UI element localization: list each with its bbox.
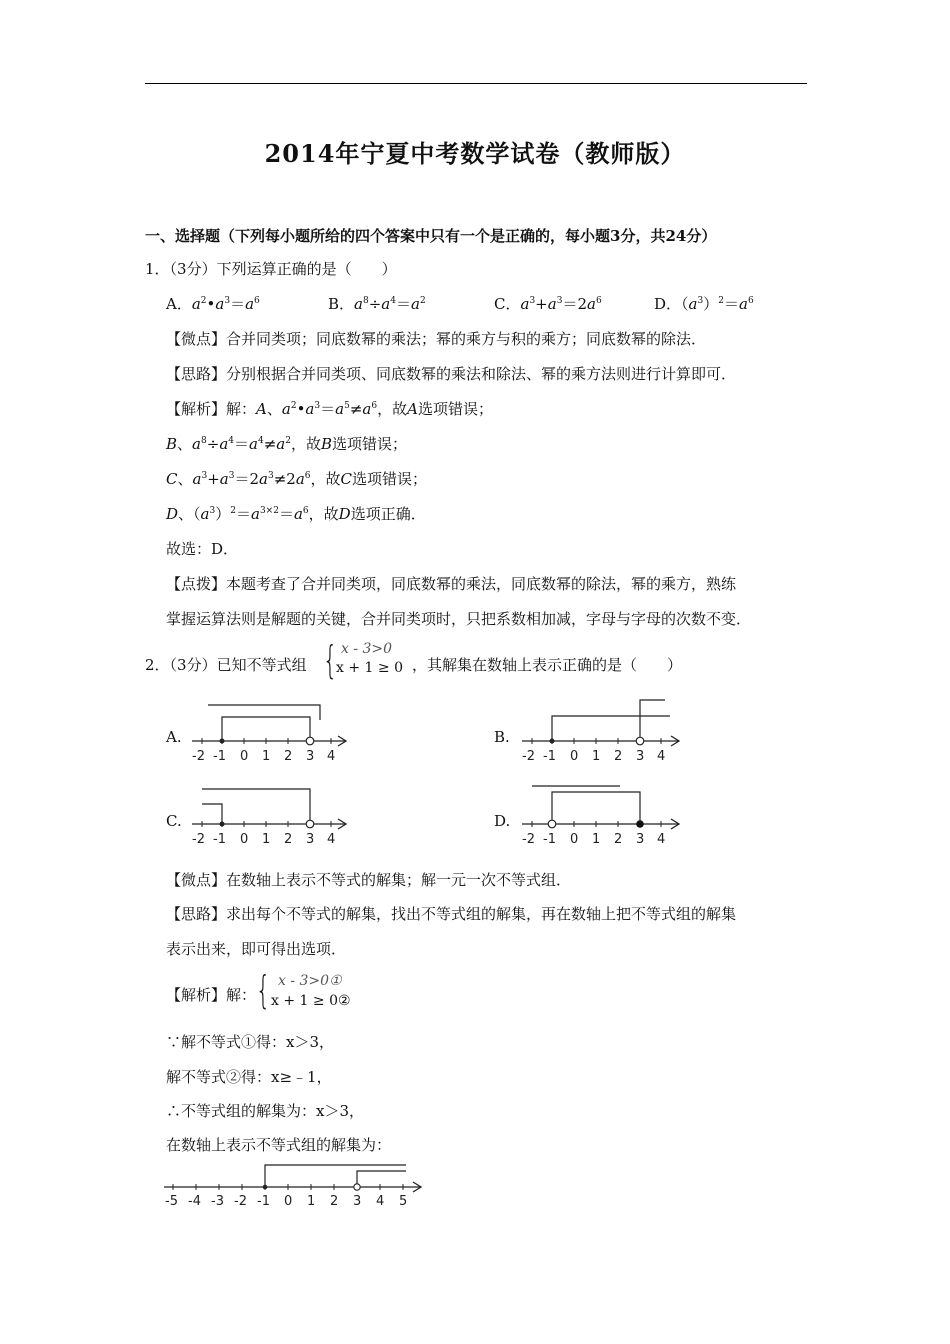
q2-option-b-number-line — [520, 694, 690, 768]
tick-labels — [522, 832, 665, 847]
q2-ineq2: x + 1 ≥ 0 — [336, 660, 403, 676]
q2-step3: ∴不等式组的解集为：x＞3， — [166, 1102, 365, 1120]
tick-label: -1 — [213, 832, 226, 847]
tick-label: 4 — [327, 832, 336, 847]
solution-segment — [222, 717, 310, 741]
q1-conclusion: 故选：D． — [166, 540, 239, 558]
q1-option-c-label: C． — [494, 295, 521, 313]
q2-analysis-ineq1: x - 3>0① — [278, 973, 342, 989]
tick-label: 0 — [284, 1194, 293, 1209]
q1-option-c: C．$a^3+a^3=2a^6$ — [494, 295, 602, 313]
solution-ray-left — [202, 804, 222, 824]
tick-label: 4 — [657, 832, 666, 847]
q1-analysis-b: B、$a^8\div a^4=a^4\ne a^2$，故B选项错误； — [166, 435, 408, 453]
q1-analysis-a: 【解析】解：A、$a^2•a^3=a^5\ne a^6$，故A选项错误； — [166, 400, 493, 418]
tick-label: 0 — [570, 832, 579, 847]
tick-label: 0 — [240, 749, 249, 764]
tick-label: -1 — [543, 832, 556, 847]
q2-option-d-label: D. — [494, 812, 511, 830]
tick-label: 1 — [592, 832, 601, 847]
tick-label: -5 — [165, 1194, 178, 1209]
q1-option-b-label: B． — [328, 295, 355, 313]
tick-label: 4 — [327, 749, 336, 764]
q1-analysis-c: C、$a^3+a^3=2a^3\ne 2a^6$，故C选项错误； — [166, 470, 428, 488]
q1-silu: 【思路】分别根据合并同类项、同底数幂的乘法和除法、幂的乘方法则进行计算即可． — [166, 365, 737, 383]
tick-label: 0 — [570, 749, 579, 764]
q1-stem: 1．（3分）下列运算正确的是（ ） — [145, 260, 397, 278]
page-title: 2014年宁夏中考数学试卷（教师版） — [264, 139, 686, 168]
hollow-point — [548, 820, 556, 828]
tick-label: 2 — [614, 832, 623, 847]
solution-ray-2 — [357, 1171, 406, 1187]
tick-label: 5 — [399, 1194, 408, 1209]
q1-option-d-label: D． — [654, 295, 682, 313]
tick-label: 2 — [284, 832, 293, 847]
q2-step4: 在数轴上表示不等式组的解集为： — [166, 1136, 392, 1154]
tick-label: 3 — [306, 832, 315, 847]
q2-option-c-number-line — [190, 782, 360, 852]
hollow-point — [306, 737, 314, 745]
tick-label: -4 — [188, 1194, 201, 1209]
solid-point — [263, 1185, 268, 1190]
q2-analysis-label: 【解析】解： — [166, 986, 257, 1004]
solution-segment — [552, 792, 640, 824]
tick-label: -1 — [213, 749, 226, 764]
q2-analysis-brace: { — [255, 968, 271, 1012]
tick-labels — [165, 1194, 407, 1209]
q1-dianbo-line2: 掌握运算法则是解题的关键，合并同类项时，只把系数相加减，字母与字母的次数不变． — [166, 610, 752, 628]
q1-analysis-label: 【解析】解： — [166, 400, 257, 418]
q1-weidian: 【微点】合并同类项；同底数幂的乘法；幂的乘方与积的乘方；同底数幂的除法． — [166, 330, 707, 348]
solid-point — [636, 820, 644, 828]
tick-label: 1 — [592, 749, 601, 764]
hollow-point — [354, 1184, 360, 1190]
tick-label: 4 — [376, 1194, 385, 1209]
tick-label: -2 — [192, 749, 205, 764]
q1-option-d: D．$(a^3)^2=a^6$ — [654, 295, 754, 313]
tick-label: 0 — [240, 832, 249, 847]
tick-label: 3 — [636, 749, 645, 764]
q1-analysis-d: D、$(a^3)^2=a^{3\times 2}=a^6$，故D选项正确． — [166, 505, 426, 523]
tick-label: 2 — [330, 1194, 339, 1209]
hollow-point — [306, 820, 314, 828]
q2-option-c-label: C. — [166, 812, 182, 830]
solution-ray-left-2 — [202, 789, 310, 824]
solid-point — [220, 822, 225, 827]
tick-label: 3 — [306, 749, 315, 764]
tick-label: -3 — [211, 1194, 224, 1209]
tick-label: 1 — [262, 749, 271, 764]
tick-label: -1 — [257, 1194, 270, 1209]
q2-option-d-number-line — [520, 778, 690, 852]
q1-option-a: A．$a^2•a^3=a^6$ — [166, 295, 260, 313]
q2-option-a-number-line — [190, 698, 360, 768]
tick-labels — [522, 749, 665, 764]
section-heading: 一、选择题（下列每小题所给的四个答案中只有一个是正确的，每小题3分，共24分） — [145, 227, 717, 245]
hollow-point — [636, 737, 644, 745]
solution-ray-left — [208, 705, 320, 720]
tick-label: -2 — [522, 749, 535, 764]
tick-label: -2 — [522, 832, 535, 847]
q2-option-b-label: B. — [494, 728, 510, 746]
q1-option-a-label: A． — [166, 295, 192, 313]
q2-step1: ∵解不等式①得：x＞3， — [166, 1033, 335, 1051]
tick-label: -2 — [234, 1194, 247, 1209]
q2-brace: { — [322, 638, 338, 682]
solid-point — [220, 739, 225, 744]
tick-label: 2 — [614, 749, 623, 764]
q2-step2: 解不等式②得：x≥﹣1， — [166, 1068, 332, 1086]
q2-analysis-ineq2: x + 1 ≥ 0② — [271, 993, 351, 1009]
tick-label: -1 — [543, 749, 556, 764]
q2-stem-suffix: ，其解集在数轴上表示正确的是（ ） — [412, 656, 683, 674]
tick-labels — [192, 832, 335, 847]
tick-label: 2 — [284, 749, 293, 764]
q2-weidian: 【微点】在数轴上表示不等式的解集；解一元一次不等式组． — [166, 871, 572, 889]
tick-label: 1 — [262, 832, 271, 847]
q2-option-a-label: A. — [166, 728, 182, 746]
q2-silu-line2: 表示出来，即可得出选项． — [166, 940, 347, 958]
q1-dianbo-line1: 【点拨】本题考查了合并同类项，同底数幂的乘法，同底数幂的除法，幂的乘方，熟练 — [166, 575, 737, 593]
solid-point — [550, 739, 555, 744]
solution-ray-2 — [640, 700, 665, 741]
q1-option-b: B．$a^8\div a^4=a^2$ — [328, 295, 426, 313]
solution-ray-1 — [265, 1165, 406, 1187]
tick-label: 1 — [307, 1194, 316, 1209]
q2-ineq1: x - 3>0 — [341, 641, 393, 657]
header-rule — [145, 83, 807, 84]
tick-label: 4 — [657, 749, 666, 764]
tick-label: 3 — [353, 1194, 362, 1209]
tick-label: -2 — [192, 832, 205, 847]
tick-label: 3 — [636, 832, 645, 847]
q2-stem-prefix: 2．（3分）已知不等式组 — [145, 656, 307, 674]
q2-silu-line1: 【思路】求出每个不等式的解集，找出不等式组的解集，再在数轴上把不等式组的解集 — [166, 905, 737, 923]
q2-solution-number-line — [162, 1160, 432, 1210]
tick-labels — [192, 749, 335, 764]
solution-ray-1 — [552, 716, 670, 741]
